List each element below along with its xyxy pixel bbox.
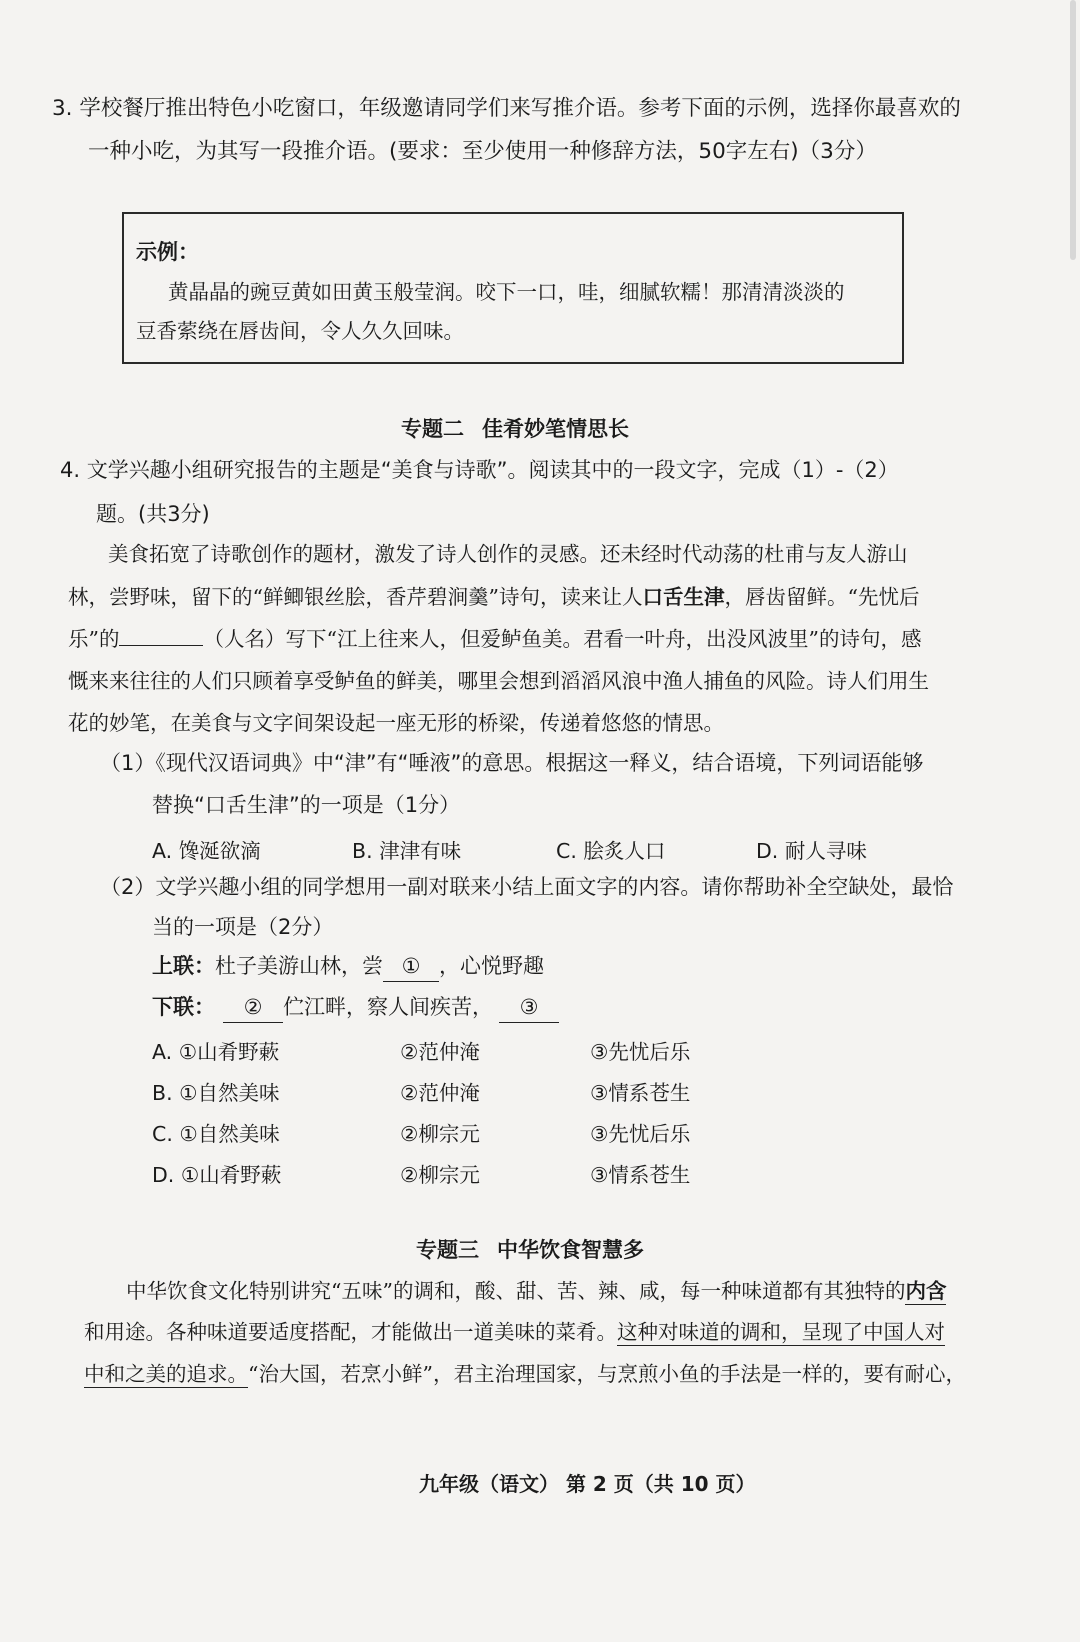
couplet-slot-1[interactable]: ① <box>383 952 439 982</box>
choice-a-1[interactable]: A. ①山肴野蔌 <box>152 1040 280 1064</box>
section-3-line-3 <box>84 1360 966 1388</box>
fill-in-blank[interactable] <box>119 625 203 646</box>
example-text-line-1: 黄晶晶的豌豆黄如田黄玉般莹润。咬下一口，哇，细腻软糯！那清清淡淡的 <box>168 280 845 304</box>
couplet-upper-label: 上联： <box>152 954 215 978</box>
sub-question-2-line-2: 当的一项是（2分） <box>152 915 334 939</box>
passage-line-4: 慨来来往往的人们只顾着享受鲈鱼的鲜美，哪里会想到滔滔风浪中渔人捕鱼的风险。诗人们用生 <box>68 669 929 693</box>
passage-line-5: 花的妙笔，在美食与文字间架设起一座无形的桥梁，传递着悠悠的情思。 <box>68 711 724 735</box>
section-3-line-2a: 和用途。各种味道要适度搭配，才能做出一道美味的菜肴。 <box>84 1320 617 1344</box>
choice-c-2: ②柳宗元 <box>400 1122 480 1146</box>
couplet-lower-text: 伫江畔，察人间疾苦， <box>283 995 493 1019</box>
sub1-option-a[interactable]: A. 馋涎欲滴 <box>152 839 261 863</box>
question-3-line-1: 3. 学校餐厅推出特色小吃窗口，年级邀请同学们来写推介语。参考下面的示例，选择你最喜欢的 <box>52 96 961 121</box>
sub-question-1-line-2: 替换“口舌生津”的一项是（1分） <box>152 793 461 817</box>
choice-a-3: ③先忧后乐 <box>590 1040 691 1064</box>
example-text-line-2: 豆香萦绕在唇齿间，令人久久回味。 <box>136 319 464 343</box>
scan-edge-shadow <box>1070 0 1076 260</box>
couplet-lower <box>152 993 559 1023</box>
section-3-label: 专题三 <box>416 1238 479 1262</box>
couplet-upper <box>152 952 544 982</box>
choice-b-2: ②范仲淹 <box>400 1081 480 1105</box>
passage-line-2a: 林，尝野味，留下的“鲜鲫银丝脍，香芹碧涧羹”诗句，读来让人 <box>68 585 643 609</box>
passage-line-2 <box>68 583 919 611</box>
underlined-sentence-part-1: 这种对味道的调和，呈现了中国人对 <box>617 1320 945 1344</box>
sub1-option-b[interactable]: B. 津津有味 <box>352 839 462 863</box>
passage-line-1: 美食拓宽了诗歌创作的题材，激发了诗人创作的灵感。还未经时代动荡的杜甫与友人游山 <box>108 542 908 566</box>
sub1-option-c[interactable]: C. 脍炙人口 <box>556 839 666 863</box>
sub-question-2-line-1: （2）文学兴趣小组的同学想用一副对联来小结上面文字的内容。请你帮助补全空缺处，最恰 <box>100 875 954 899</box>
page-footer: 九年级（语文） 第 2 页（共 10 页） <box>419 1472 756 1496</box>
couplet-slot-2[interactable]: ② <box>223 993 283 1023</box>
highlight-term: 口舌生津 <box>642 585 725 609</box>
choice-b-3: ③情系苍生 <box>590 1081 691 1105</box>
section-3-line-1 <box>126 1277 946 1305</box>
choice-b-1[interactable]: B. ①自然美味 <box>152 1081 280 1105</box>
example-box <box>122 212 904 364</box>
choice-a-2: ②范仲淹 <box>400 1040 480 1064</box>
section-3-line-3b: “治大国，若烹小鲜”，君主治理国家，与烹煎小鱼的手法是一样的，要有耐心， <box>248 1362 966 1386</box>
couplet-upper-text-b: ，心悦野趣 <box>439 954 544 978</box>
section-3-heading <box>416 1236 644 1264</box>
question-4-line-1: 4. 文学兴趣小组研究报告的主题是“美食与诗歌”。阅读其中的一段文字，完成（1）-（2） <box>60 458 899 482</box>
section-2-title: 佳肴妙笔情思长 <box>482 417 629 441</box>
passage-line-2c: ，唇齿留鲜。“先忧后 <box>724 585 920 609</box>
passage-line-3b: （人名）写下“江上往来人，但爱鲈鱼美。君看一叶舟，出没风波里”的诗句，感 <box>203 627 922 651</box>
passage-line-3a: 乐”的 <box>68 627 120 651</box>
section-2-heading <box>401 415 629 443</box>
choice-d-2: ②柳宗元 <box>400 1163 480 1187</box>
choice-d-1[interactable]: D. ①山肴野蔌 <box>152 1163 282 1187</box>
underlined-term: 内含 <box>905 1279 947 1303</box>
choice-c-1[interactable]: C. ①自然美味 <box>152 1122 280 1146</box>
section-3-title: 中华饮食智慧多 <box>497 1238 644 1262</box>
passage-line-3 <box>68 625 921 653</box>
choice-d-3: ③情系苍生 <box>590 1163 691 1187</box>
choice-c-3: ③先忧后乐 <box>590 1122 691 1146</box>
question-4-line-2: 题。(共3分) <box>96 502 210 526</box>
sub1-option-d[interactable]: D. 耐人寻味 <box>756 839 867 863</box>
question-3-line-2: 一种小吃，为其写一段推介语。(要求：至少使用一种修辞方法，50字左右)（3分） <box>88 139 877 164</box>
sub-question-1-line-1: （1）《现代汉语词典》中“津”有“唾液”的意思。根据这一释义，结合语境，下列词语能够 <box>100 751 924 775</box>
underlined-sentence-part-2: 中和之美的追求。 <box>84 1362 248 1386</box>
couplet-upper-text-a: 杜子美游山林，尝 <box>215 954 383 978</box>
couplet-lower-label: 下联： <box>152 995 215 1019</box>
section-3-line-1a: 中华饮食文化特别讲究“五味”的调和，酸、甜、苦、辣、咸，每一种味道都有其独特的 <box>126 1279 906 1303</box>
section-3-line-2 <box>84 1318 945 1346</box>
couplet-slot-3[interactable]: ③ <box>499 993 559 1023</box>
example-label: 示例： <box>136 240 199 264</box>
section-2-label: 专题二 <box>401 417 464 441</box>
